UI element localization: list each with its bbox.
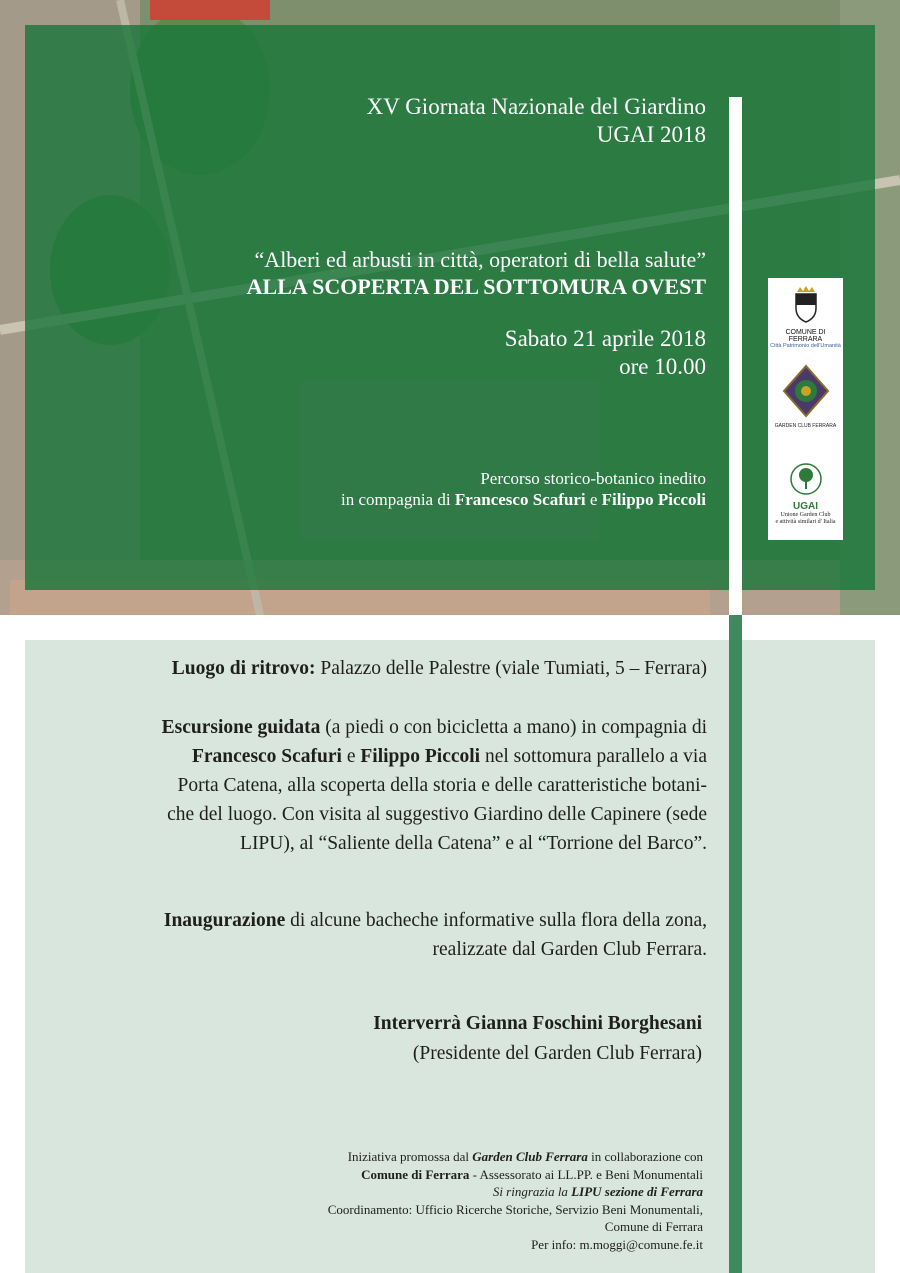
inauguration [164,906,707,964]
credits-line1-post: in collaborazione con [587,1149,703,1164]
event-title-line2: UGAI 2018 [596,122,706,147]
comune-name: COMUNE DI FERRARA [785,329,826,343]
route-line1: Percorso storico-botanico inedito [480,469,706,488]
excursion-line1-text: (a piedi o con bicicletta a mano) in compagnia di [320,717,707,738]
excursion-label: Escursione guidata [161,717,321,738]
credits [328,1148,703,1253]
meeting-value: Palazzo delle Palestre (viale Tumiati, 5 – Ferrara) [315,658,707,679]
credits-line1 [328,1148,703,1166]
event-route [341,468,706,510]
event-subtitle: ALLA SCOPERTA DEL SOTTOMURA OVEST [246,274,706,299]
inauguration-line1 [164,906,707,935]
credits-line1-pre: Iniziativa promossa dal [347,1149,473,1164]
garden-club-name: GARDEN CLUB FERRARA [774,423,837,429]
excursion-line1 [162,713,707,742]
garden-club-logo [768,364,843,430]
excursion-and: e [341,746,361,767]
garden-club-emblem-icon [781,364,831,418]
credits-line3 [328,1183,703,1201]
inauguration-line1-text: di alcune bacheche informative sulla flora della zona, [285,910,707,931]
comune-logo [768,284,843,350]
credits-org-lipu: LIPU sezione di Ferrara [571,1184,703,1199]
excursion-line2 [162,742,707,771]
credits-line3-pre: Si ringrazia la [492,1184,572,1199]
speaker-name: Interverrà Gianna Foschini Borghesani [373,1013,702,1034]
ugai-sub1: Unione Garden Club [780,512,831,518]
event-time: ore 10.00 [619,354,706,379]
excursion-line3: Porta Catena, alla scoperta della storia e delle caratteristiche botani- [177,775,707,796]
vertical-divider-green [729,615,742,1273]
event-date: Sabato 21 aprile 2018 [504,326,706,351]
ugai-tree-icon [789,462,823,496]
ugai-name: UGAI [793,501,818,512]
route-guide2: Filippo Piccoli [601,490,706,509]
credits-line5: Comune di Ferrara [604,1219,703,1234]
meeting-point [172,654,707,683]
speaker-role: (Presidente del Garden Club Ferrara) [412,1043,702,1064]
credits-org-comune: Comune di Ferrara [361,1166,470,1182]
event-title-line1: XV Giornata Nazionale del Giardino [366,94,706,119]
route-line2 [341,489,706,510]
speaker-role-block [413,1039,702,1068]
excursion-description [162,713,707,858]
event-quote: “Alberi ed arbusti in città, operatori di bella salute” [254,247,706,272]
route-guide1: Francesco Scafuri [454,490,586,509]
credits-line2 [328,1166,703,1184]
excursion-line2-text: nel sottomura parallelo a via [480,746,707,767]
speaker [373,1009,702,1038]
ugai-logo [768,462,843,526]
comune-subtitle: Città Patrimonio dell'Umanità [770,343,841,349]
credits-line2-post: - Assessorato ai LL.PP. e Beni Monumentali [469,1166,703,1182]
inauguration-line2: realizzate dal Garden Club Ferrara. [432,939,707,960]
route-and: e [585,490,602,509]
event-theme [247,246,706,300]
credits-line4: Coordinamento: Ufficio Ricerche Storiche, Servizio Beni Monumentali, [327,1201,703,1217]
route-prefix: in compagnia di [341,490,455,509]
comune-crest-icon [791,284,821,324]
ugai-sub2: e attività similari d' Italia [775,519,836,525]
excursion-guide1: Francesco Scafuri [191,746,342,767]
credits-org-garden-club: Garden Club Ferrara [472,1149,588,1164]
meeting-label: Luogo di ritrovo: [171,658,316,679]
vertical-divider-white [729,97,742,615]
excursion-line5: LIPU), al “Saliente della Catena” e al “Torrione del Barco”. [240,833,707,854]
excursion-line4: che del luogo. Con visita al suggestivo Giardino delle Capinere (sede [167,804,707,825]
sponsor-logos [768,278,843,540]
event-datetime [505,325,706,381]
inauguration-label: Inaugurazione [163,910,286,931]
credits-contact: Per info: m.moggi@comune.fe.it [531,1236,703,1252]
excursion-guide2: Filippo Piccoli [360,746,481,767]
event-title [367,93,706,149]
